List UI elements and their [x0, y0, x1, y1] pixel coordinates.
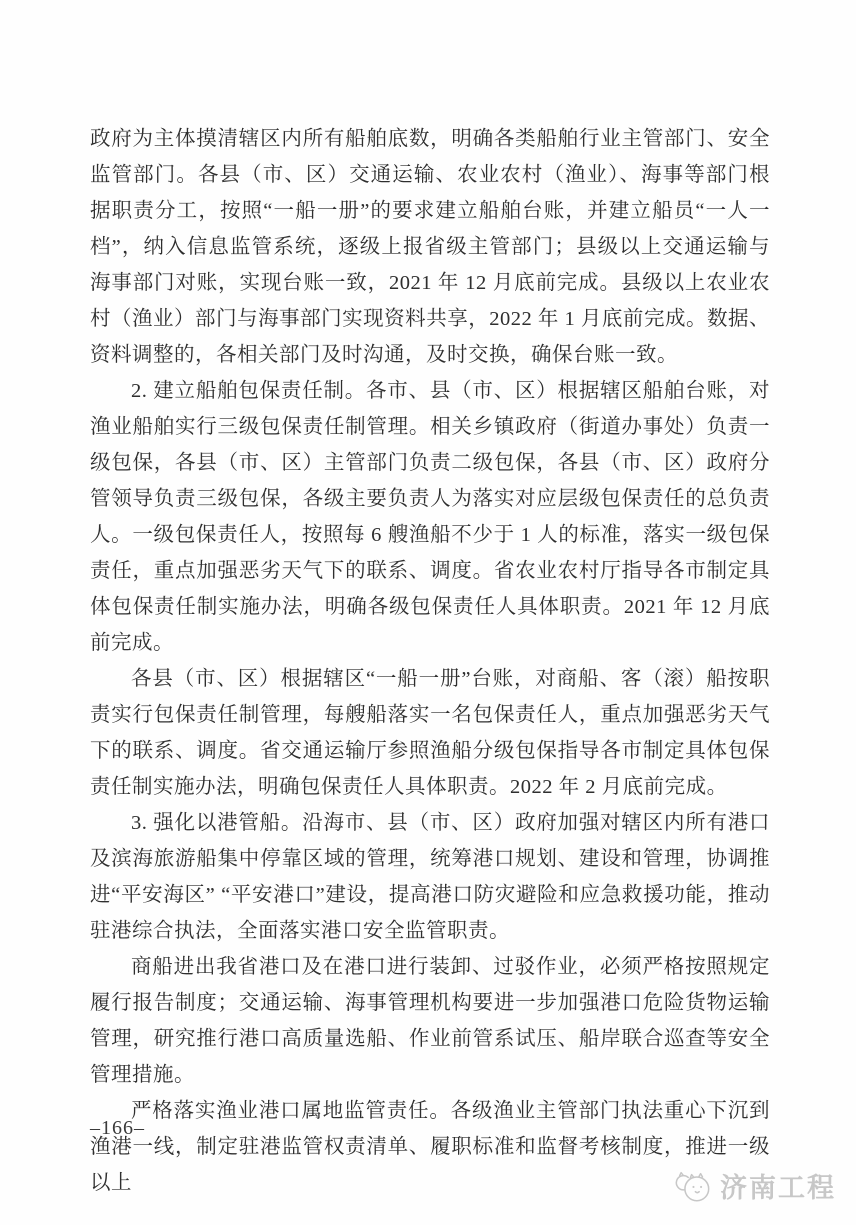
paragraph: 2. 建立船舶包保责任制。各市、县（市、区）根据辖区船舶台账，对渔业船舶实行三级包保责任制管理。相关乡镇政府（街道办事处）负责一级包保，各县（市、区）主管部门负责二级包保，各县（市、区）政府分管领导负责三级包保，各级主要负责人为落实对应层级包保责任的总负责人。一级包保责任人，按照每 6 艘渔船不少于 1 人的标准，落实一级包保责任，重点加强恶劣天气下的联系、调度。省农业农村厅指导各市制定具体包保责任制实施办法，明确各级包保责任人具体职责。2021 年 12 月底前完成。	[90, 380, 770, 654]
watermark-text: 济南工程	[720, 1173, 836, 1203]
cat-mascot-icon	[672, 1167, 714, 1205]
paragraph: 3. 强化以港管船。沿海市、县（市、区）政府加强对辖区内所有港口及滨海旅游船集中停靠区域的管理，统筹港口规划、建设和管理，协调推进“平安海区” “平安港口”建设，提高港口防灾避险和应急救援功能，推动驻港综合执法，全面落实港口安全监管职责。	[90, 812, 770, 942]
paragraph: 严格落实渔业港口属地监管责任。各级渔业主管部门执法重心下沉到渔港一线，制定驻港监管权责清单、履职标准和监督考核制度，推进一级以上	[90, 1100, 770, 1194]
document-body	[90, 121, 770, 1201]
page-number: –166–	[90, 1117, 145, 1139]
watermark	[672, 1166, 836, 1205]
paragraph: 商船进出我省港口及在港口进行装卸、过驳作业，必须严格按照规定履行报告制度；交通运输、海事管理机构要进一步加强港口危险货物运输管理，研究推行港口高质量选船、作业前管系试压、船岸联合巡查等安全管理措施。	[90, 956, 770, 1086]
paragraph: 各县（市、区）根据辖区“一船一册”台账，对商船、客（滚）船按职责实行包保责任制管理，每艘船落实一名包保责任人，重点加强恶劣天气下的联系、调度。省交通运输厅参照渔船分级包保指导各市制定具体包保责任制实施办法，明确包保责任人具体职责。2022 年 2 月底前完成。	[90, 668, 770, 798]
paragraph: 政府为主体摸清辖区内所有船舶底数，明确各类船舶行业主管部门、安全监管部门。各县（市、区）交通运输、农业农村（渔业）、海事等部门根据职责分工，按照“一船一册”的要求建立船舶台账，并建立船员“一人一档”，纳入信息监管系统，逐级上报省级主管部门；县级以上交通运输与海事部门对账，实现台账一致，2021 年 12 月底前完成。县级以上农业农村（渔业）部门与海事部门实现资料共享，2022 年 1 月底前完成。数据、资料调整的，各相关部门及时沟通，及时交换，确保台账一致。	[90, 128, 770, 366]
